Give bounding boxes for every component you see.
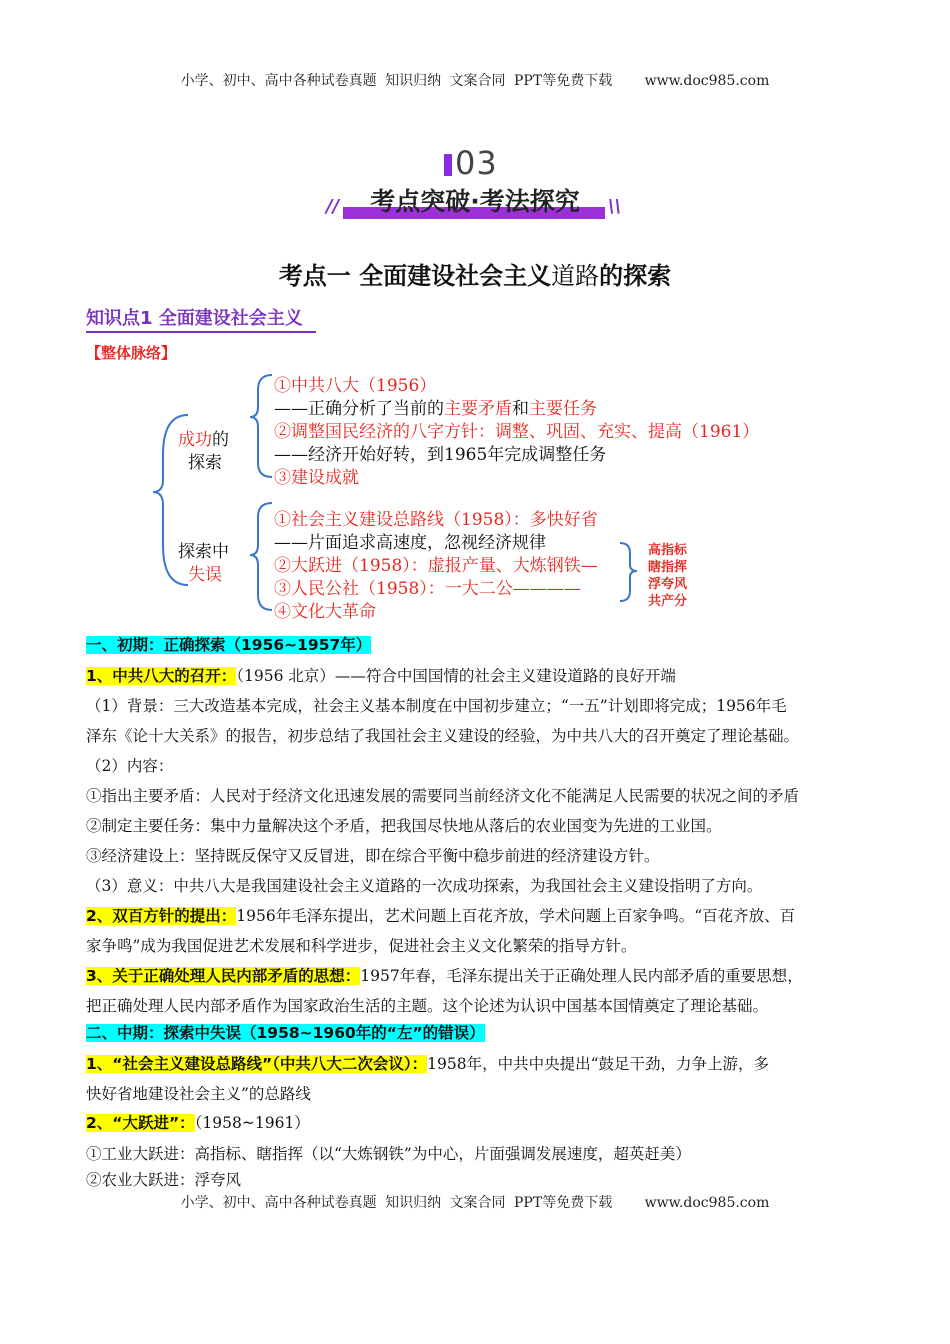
paragraph: 泽东《论十大关系》的报告，初步总结了我国社会主义建设的经验，为中共八大的召开奠定了理论基础。 <box>86 727 800 745</box>
paragraph <box>86 664 676 686</box>
diagram-item <box>274 394 597 419</box>
zhishidian-underline <box>86 331 316 333</box>
banner-slash-left: // <box>326 196 340 217</box>
diagram-item-text: 和 <box>512 399 529 419</box>
header-item: 文案合同 <box>449 73 506 89</box>
diagram-item: ②大跃进（1958）：虚报产量、大炼钢铁— <box>274 556 598 576</box>
structure-diagram <box>150 365 760 622</box>
paragraph <box>86 964 803 986</box>
paragraph: （2）内容： <box>86 757 174 775</box>
diagram-item-key: 主要矛盾 <box>444 399 512 419</box>
paragraph-text: 1957年春，毛泽东提出关于正确处理人民内部矛盾的重要思想， <box>360 967 803 985</box>
paragraph <box>86 1052 769 1074</box>
footer-url[interactable]: www.doc985.com <box>644 1195 770 1211</box>
paragraph-highlight: 3、关于正确处理人民内部矛盾的思想： <box>86 967 361 985</box>
paragraph: ③经济建设上：坚持既反保守又反冒进，即在综合平衡中稳步前进的经济建设方针。 <box>86 847 660 865</box>
paragraph-text: 1958年，中共中央提出“鼓足干劲，力争上游，多 <box>427 1055 770 1073</box>
section-banner-title: 考点突破·考法探究 <box>370 187 580 216</box>
paragraph: ②农业大跃进：浮夸风 <box>86 1171 242 1189</box>
paragraph: 把正确处理人民内部矛盾作为国家政治生活的主题。这个论述为认识中国基本国情奠定了理论基础。 <box>86 997 769 1015</box>
branch-error-label: 探索中 <box>178 542 229 562</box>
paragraph-highlight: 1、“社会主义建设总路线”（中共八大二次会议）： <box>86 1055 428 1073</box>
header-item: 小学、初中、高中各种试卷真题 <box>180 73 377 89</box>
side-note: 共产分 <box>648 594 688 609</box>
header-item: PPT等免费下载 <box>514 73 613 89</box>
section-heading-1 <box>86 633 371 655</box>
section-heading-2 <box>86 1021 485 1043</box>
diagram-item: ①中共八大（1956） <box>274 376 437 396</box>
footer-item: PPT等免费下载 <box>514 1195 613 1211</box>
section-number: 03 <box>455 144 498 182</box>
paragraph <box>86 904 795 926</box>
section-heading-text: 一、初期：正确探索（1956~1957年） <box>86 636 372 654</box>
diagram-item: ①社会主义建设总路线（1958）：多快好省 <box>274 510 598 530</box>
diagram-item: ③人民公社（1958）：一大二公———— <box>274 579 581 599</box>
diagram-item: ②调整国民经济的八字方针：调整、巩固、充实、提高（1961） <box>274 422 760 442</box>
section-heading-text: 二、中期：探索中失误（1958~1960年的“左”的错误） <box>86 1024 485 1042</box>
paragraph-highlight: 2、“大跃进”： <box>86 1114 195 1132</box>
header-item: 知识归纳 <box>385 73 442 89</box>
diagram-item: ④文化大革命 <box>274 602 376 622</box>
footer-item: 小学、初中、高中各种试卷真题 <box>180 1195 377 1211</box>
branch-success-text: 的 <box>212 430 229 450</box>
mailuo-label: 【整体脉络】 <box>86 344 177 362</box>
diagram-item-text: ——正确分析了当前的 <box>274 399 444 419</box>
diagram-item: ③建设成就 <box>274 468 359 488</box>
kaodian-title <box>0 256 950 291</box>
kaodian-title-part: 考点一 全面建设社会主义 <box>278 262 552 290</box>
footer-item: 文案合同 <box>449 1195 506 1211</box>
paragraph <box>86 1111 310 1133</box>
page-footer <box>0 1192 950 1212</box>
diagram-item: ——片面追求高速度，忽视经济规律 <box>274 533 546 553</box>
branch-error-key: 失误 <box>188 565 222 585</box>
paragraph: （1）背景：三大改造基本完成，社会主义基本制度在中国初步建立；“一五”计划即将完成；1956年毛 <box>86 697 787 715</box>
paragraph-highlight: 1、中共八大的召开： <box>86 667 237 685</box>
page-header <box>0 70 950 90</box>
diagram-item-key: 主要任务 <box>529 399 597 419</box>
kaodian-title-part: 的探索 <box>599 262 672 290</box>
side-note: 浮夸风 <box>648 577 688 592</box>
paragraph: ①指出主要矛盾：人民对于经济文化迅速发展的需要同当前经济文化不能满足人民需要的状况之间的矛盾 <box>86 787 800 805</box>
branch-success-key: 成功 <box>178 430 212 450</box>
branch-success-label <box>178 425 229 450</box>
paragraph: ②制定主要任务：集中力量解决这个矛盾，把我国尽快地从落后的农业国变为先进的工业国。 <box>86 817 722 835</box>
paragraph: 快好省地建设社会主义”的总路线 <box>86 1085 311 1103</box>
banner-slash-right: \\ <box>608 196 622 217</box>
paragraph-text: 1956年毛泽东提出，艺术问题上百花齐放，学术问题上百家争鸣。“百花齐放、百 <box>236 907 796 925</box>
side-note: 瞎指挥 <box>648 560 688 575</box>
paragraph: （3）意义：中共八大是我国建设社会主义道路的一次成功探索，为我国社会主义建设指明了方向。 <box>86 877 763 895</box>
paragraph-text: （1956 北京）——符合中国国情的社会主义建设道路的良好开端 <box>236 667 676 685</box>
paragraph: ①工业大跃进：高指标、瞎指挥（以“大炼钢铁”为中心，片面强调发展速度，超英赶美） <box>86 1145 691 1163</box>
diagram-item: ——经济开始好转，到1965年完成调整任务 <box>274 445 607 465</box>
branch-success-label-2: 探索 <box>188 453 222 473</box>
paragraph-highlight: 2、双百方针的提出： <box>86 907 237 925</box>
number-accent <box>444 154 452 176</box>
zhishidian-text: 知识点1 全面建设社会主义 <box>86 308 303 329</box>
footer-item: 知识归纳 <box>385 1195 442 1211</box>
kaodian-title-part: 道路 <box>551 262 600 290</box>
paragraph-text: （1958~1961） <box>194 1114 310 1132</box>
header-url[interactable]: www.doc985.com <box>644 73 770 89</box>
zhishidian-heading <box>86 304 303 330</box>
side-note: 高指标 <box>648 543 688 558</box>
paragraph: 家争鸣”成为我国促进艺术发展和科学进步，促进社会主义文化繁荣的指导方针。 <box>86 937 637 955</box>
